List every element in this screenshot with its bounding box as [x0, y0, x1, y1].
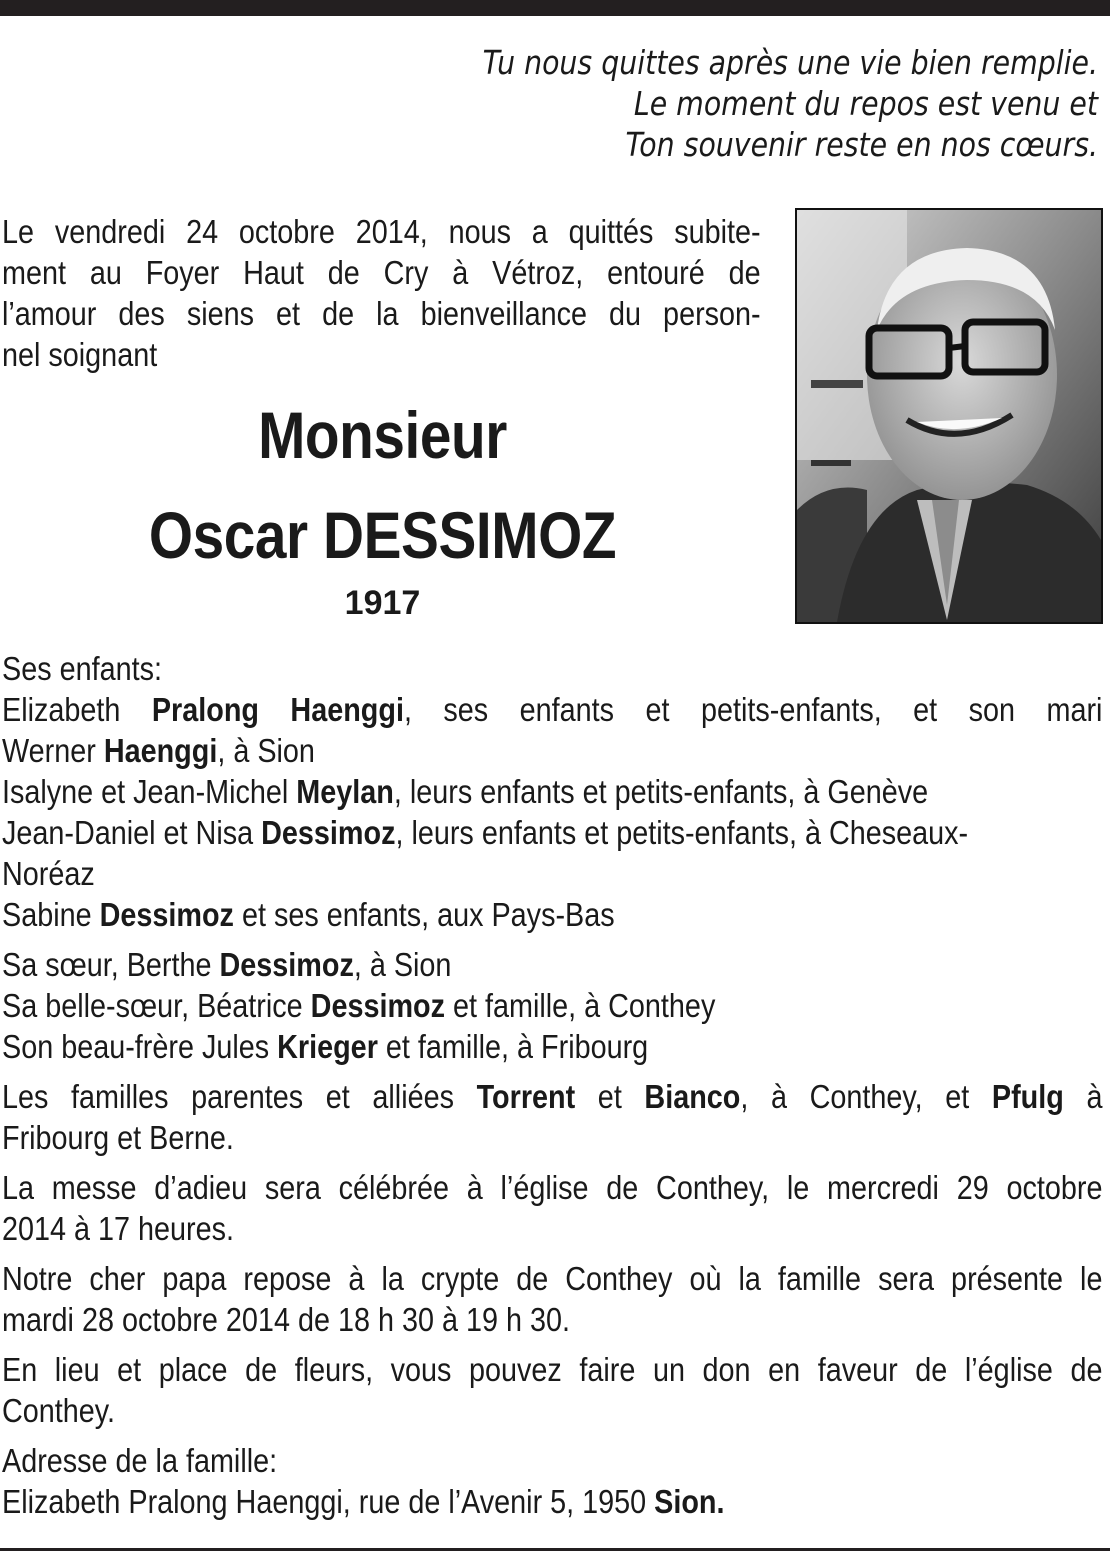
intro-line: l’amour des siens et de la bienveillance du person- — [2, 295, 761, 332]
family-surname: Pfulg — [991, 1078, 1064, 1115]
family-line — [2, 730, 1102, 771]
flowers-notice: En lieu et place de fleurs, vous pouvez faire un don en faveur de l’église de — [2, 1351, 1103, 1388]
family-surname: Haenggi — [103, 732, 218, 769]
portrait-photo — [795, 208, 1103, 624]
deceased-name-block — [0, 385, 765, 627]
family-line — [2, 1026, 1102, 1067]
family-line — [2, 944, 1102, 985]
family-surname: Torrent — [476, 1078, 576, 1115]
poem-line: Ton souvenir reste en nos cœurs. — [625, 125, 1098, 164]
poem-line: Tu nous quittes après une vie bien remplie. — [482, 43, 1098, 82]
intro-line: nel soignant — [2, 336, 158, 373]
family-text: Elizabeth — [2, 691, 152, 728]
family-text: , ses enfants et petits-enfants, et son mari — [403, 691, 1103, 728]
family-text: Les familles parentes et alliées — [2, 1078, 477, 1115]
address-city: Sion. — [654, 1483, 725, 1520]
address-text: Elizabeth Pralong Haenggi, rue de l’Avenir 5, 1950 — [2, 1483, 655, 1520]
family-surname: Bianco — [644, 1078, 741, 1115]
top-rule — [0, 0, 1110, 16]
family-text: à — [1063, 1078, 1103, 1115]
family-surname: Dessimoz — [310, 987, 446, 1024]
intro-line: ment au Foyer Haut de Cry à Vétroz, entouré de — [2, 254, 761, 291]
flowers-notice: Conthey. — [2, 1392, 116, 1429]
deceased-name: Oscar DESSIMOZ — [148, 498, 617, 572]
bottom-rule — [0, 1548, 1110, 1551]
family-line — [2, 894, 1102, 935]
crypt-notice: Notre cher papa repose à la crypte de Conthey où la famille sera présente le — [2, 1260, 1103, 1297]
portrait-photo-icon — [797, 210, 1101, 622]
poem — [444, 42, 1098, 165]
crypt-notice: mardi 28 octobre 2014 de 18 h 30 à 19 h 30. — [2, 1301, 570, 1338]
family-text: , à Sion — [217, 732, 315, 769]
family-line — [2, 689, 1102, 730]
family-text: , leurs enfants et petits-enfants, à Genève — [393, 773, 929, 810]
mass-notice: La messe d’adieu sera célébrée à l’église de Conthey, le mercredi 29 octobre — [2, 1169, 1103, 1206]
family-line — [2, 985, 1102, 1026]
family-line: Fribourg et Berne. — [2, 1119, 234, 1156]
children-heading: Ses enfants: — [2, 650, 162, 687]
family-text: Isalyne et Jean-Michel — [2, 773, 297, 810]
family-surname: Krieger — [277, 1028, 378, 1065]
family-line — [2, 812, 1102, 853]
family-text: Sa sœur, Berthe — [2, 946, 220, 983]
family-text: et — [575, 1078, 645, 1115]
family-text: , à Conthey, et — [740, 1078, 992, 1115]
family-text: Werner — [2, 732, 104, 769]
intro-line: Le vendredi 24 octobre 2014, nous a quittés subite- — [2, 213, 761, 250]
family-text: Jean-Daniel et Nisa — [2, 814, 262, 851]
family-surname: Pralong Haenggi — [151, 691, 404, 728]
intro-paragraph — [2, 211, 761, 375]
family-surname: Meylan — [296, 773, 394, 810]
family-text: et famille, à Fribourg — [377, 1028, 649, 1065]
family-text: et ses enfants, aux Pays-Bas — [233, 896, 615, 933]
poem-line: Le moment du repos est venu et — [633, 84, 1098, 123]
family-text: Son beau-frère Jules — [2, 1028, 278, 1065]
family-text: , leurs enfants et petits-enfants, à Cheseaux- — [395, 814, 969, 851]
family-and-notices — [2, 648, 1102, 1522]
family-text: Sabine — [2, 896, 100, 933]
family-text: Sa belle-sœur, Béatrice — [2, 987, 311, 1024]
mass-notice: 2014 à 17 heures. — [2, 1210, 234, 1247]
salutation: Monsieur — [258, 398, 507, 472]
birth-year: 1917 — [344, 584, 421, 622]
address-heading: Adresse de la famille: — [2, 1442, 278, 1479]
family-surname: Dessimoz — [261, 814, 396, 851]
family-line — [2, 1076, 1102, 1117]
family-text: , à Sion — [353, 946, 452, 983]
family-line: Noréaz — [2, 855, 95, 892]
family-surname: Dessimoz — [219, 946, 354, 983]
family-line — [2, 771, 1102, 812]
family-text: et famille, à Conthey — [445, 987, 716, 1024]
family-surname: Dessimoz — [99, 896, 234, 933]
family-address — [2, 1481, 1102, 1522]
